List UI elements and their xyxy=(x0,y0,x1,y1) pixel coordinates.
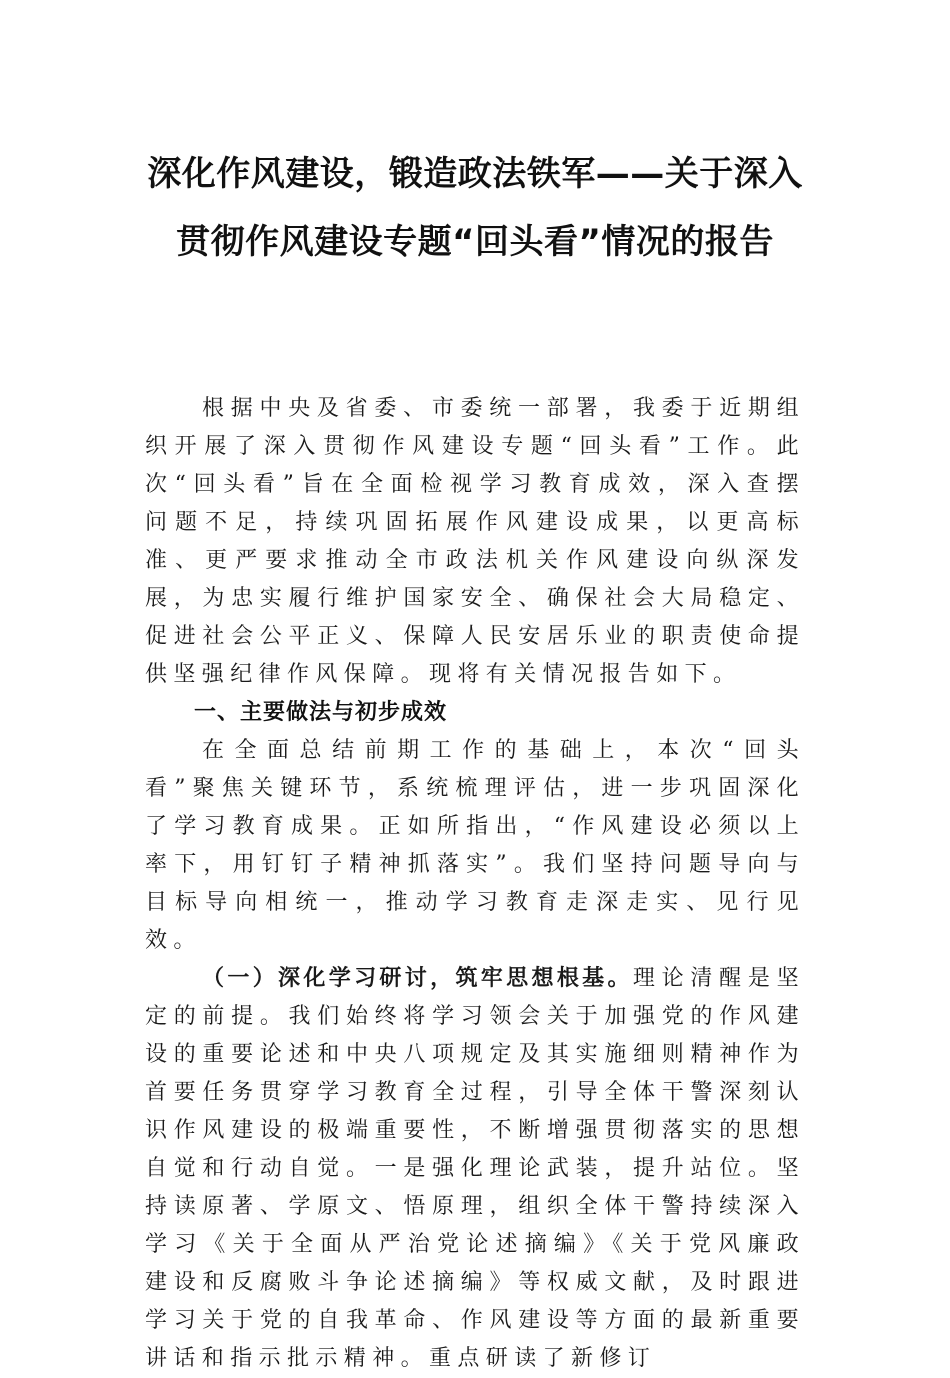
subsection-1-paragraph xyxy=(145,960,805,1378)
section-1-paragraph: 在全面总结前期工作的基础上，本次“回头看”聚焦关键环节，系统梳理评估，进一步巩固深化了学习教育成果。正如所指出，“作风建设必须以上率下，用钉钉子精神抓落实”。我们坚持问题导向与目标导向相统一，推动学习教育走深走实、见行见效。 xyxy=(145,738,805,953)
section-heading-1: 一、主要做法与初步成效 xyxy=(194,700,448,725)
subsection-1-text: 理论清醒是坚定的前提。我们始终将学习领会关于加强党的作风建设的重要论述和中央八项规定及其实施细则精神作为首要任务贯穿学习教育全过程，引导全体干警深刻认识作风建设的极端重要性，不断增强贯彻落实的思想自觉和行动自觉。一是强化理论武装，提升站位。坚持读原著、学原文、悟原理，组织全体干警持续深入学习《关于全面从严治党论述摘编》《关于党风廉政建设和反腐败斗争论述摘编》等权威文献，及时跟进学习关于党的自我革命、作风建设等方面的最新重要讲话和指示批示精神。重点研读了新修订 xyxy=(145,966,805,1371)
document-body xyxy=(145,390,805,1378)
intro-paragraph: 根据中央及省委、市委统一部署，我委于近期组织开展了深入贯彻作风建设专题“回头看”工作。此次“回头看”旨在全面检视学习教育成效，深入查摆问题不足，持续巩固拓展作风建设成果，以更高标准、更严要求推动全市政法机关作风建设向纵深发展，为忠实履行维护国家安全、确保社会大局稳定、促进社会公平正义、保障人民安居乐业的职责使命提供坚强纪律作风保障。现将有关情况报告如下。 xyxy=(145,396,805,687)
subsection-heading-1: （一）深化学习研讨，筑牢思想根基。 xyxy=(202,966,633,991)
document-title: 深化作风建设，锻造政法铁军——关于深入贯彻作风建设专题“回头看”情况的报告 xyxy=(147,154,803,262)
